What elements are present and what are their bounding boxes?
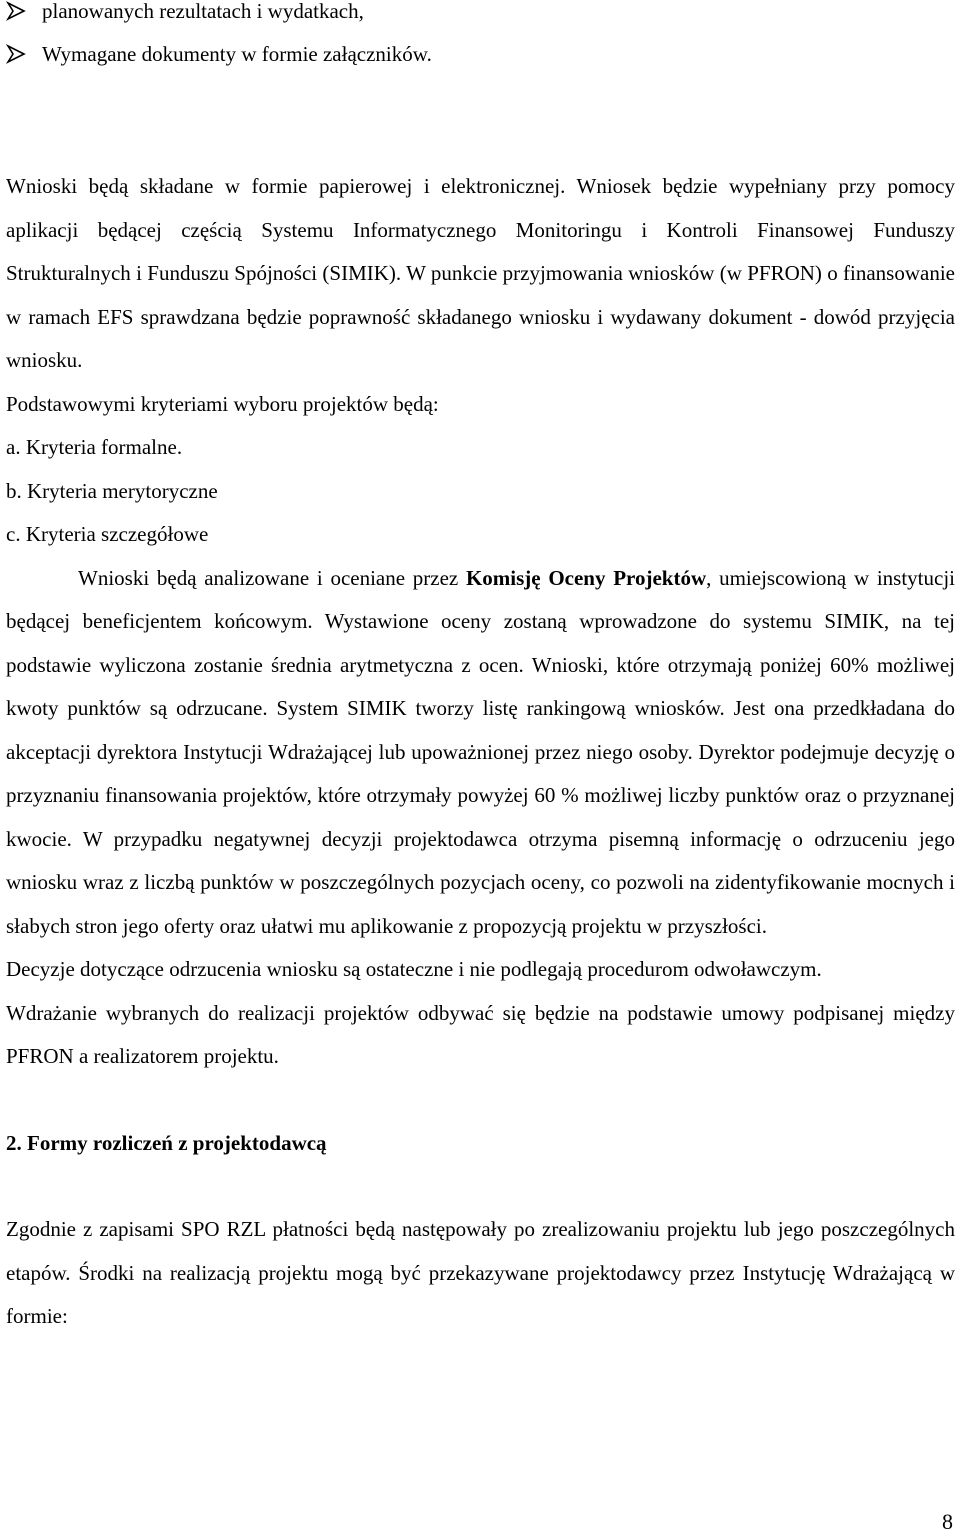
criteria-intro: Podstawowymi kryteriami wyboru projektów będą: — [6, 391, 439, 416]
paragraph-settlement: Zgodnie z zapisami SPO RZL płatności będą następowały po zrealizowaniu projektu lub jego poszczególnych etapów. Środki na realizacją projektu mogą być przekazywane projektodawcy przez Instytucję Wdrażającą w formie: — [6, 1217, 955, 1328]
paragraph-evaluation — [6, 557, 955, 949]
paragraph-evaluation-start: Wnioski będą analizowane i oceniane przez — [78, 565, 466, 590]
document-page — [6, 0, 955, 1339]
paragraph-implementation: Wdrażanie wybranych do realizacji projektów odbywać się będzie na podstawie umowy podpisanej między PFRON a realizatorem projektu. — [6, 1000, 955, 1068]
section-heading: 2. Formy rozliczeń z projektodawcą — [6, 1130, 327, 1155]
paragraph-final-decisions: Decyzje dotyczące odrzucenia wniosku są ostateczne i nie podlegają procedurom odwoławczym. — [6, 957, 822, 981]
bullet-text: planowanych rezultatach i wydatkach, — [42, 0, 364, 23]
arrowhead-bullet-icon — [6, 1, 26, 21]
criteria-item: c. Kryteria szczegółowe — [6, 522, 209, 546]
criteria-item: b. Kryteria merytoryczne — [6, 478, 218, 503]
bullet-item — [6, 0, 955, 23]
committee-name: Komisję Oceny Projektów — [465, 565, 707, 590]
arrowhead-bullet-icon — [6, 44, 26, 64]
criteria-item: a. Kryteria formalne. — [6, 435, 183, 459]
page-number: 8 — [942, 1509, 953, 1534]
bullet-text: Wymagane dokumenty w formie załączników. — [42, 42, 432, 66]
bullet-item — [6, 42, 955, 66]
paragraph-evaluation-rest: , umiejscowioną w instytucji będącej beneficjentem końcowym. Wystawione oceny zostaną wprowadzone do systemu SIMIK, na tej podstawie wyliczona zostanie średnia arytmetyczna z ocen. Wnioski, które otrzymają poniżej 60% możliwej kwoty punktów są odrzucane. System SIMIK tworzy listę rankingową wniosków. Jest ona przedkładana do akceptacji dyrektora Instytucji Wdrażającej lub upoważnionej przez niego osoby. Dyrektor podejmuje decyzję o przyznaniu finansowania projektów, które otrzymały powyżej 60 % możliwej liczby punktów oraz o przyznanej kwocie. W przypadku negatywnej decyzji projektodawca otrzyma pisemną informację o odrzuceniu jego wniosku wraz z liczbą punktów w poszczególnych pozycjach oceny, co pozwoli na zidentyfikowanie mocnych i słabych stron jego oferty oraz ułatwi mu aplikowanie z propozycją projektu w przyszłości. — [6, 565, 955, 938]
bullet-list — [6, 0, 955, 66]
paragraph-submission: Wnioski będą składane w formie papierowej i elektronicznej. Wniosek będzie wypełniany przy pomocy aplikacji będącej częścią Systemu Informatycznego Monitoringu i Kontroli Finansowej Funduszy Strukturalnych i Funduszu Spójności (SIMIK). W punkcie przyjmowania wniosków (w PFRON) o finansowanie w ramach EFS sprawdzana będzie poprawność składanego wniosku i wydawany dokument - dowód przyjęcia wniosku. — [6, 174, 955, 372]
